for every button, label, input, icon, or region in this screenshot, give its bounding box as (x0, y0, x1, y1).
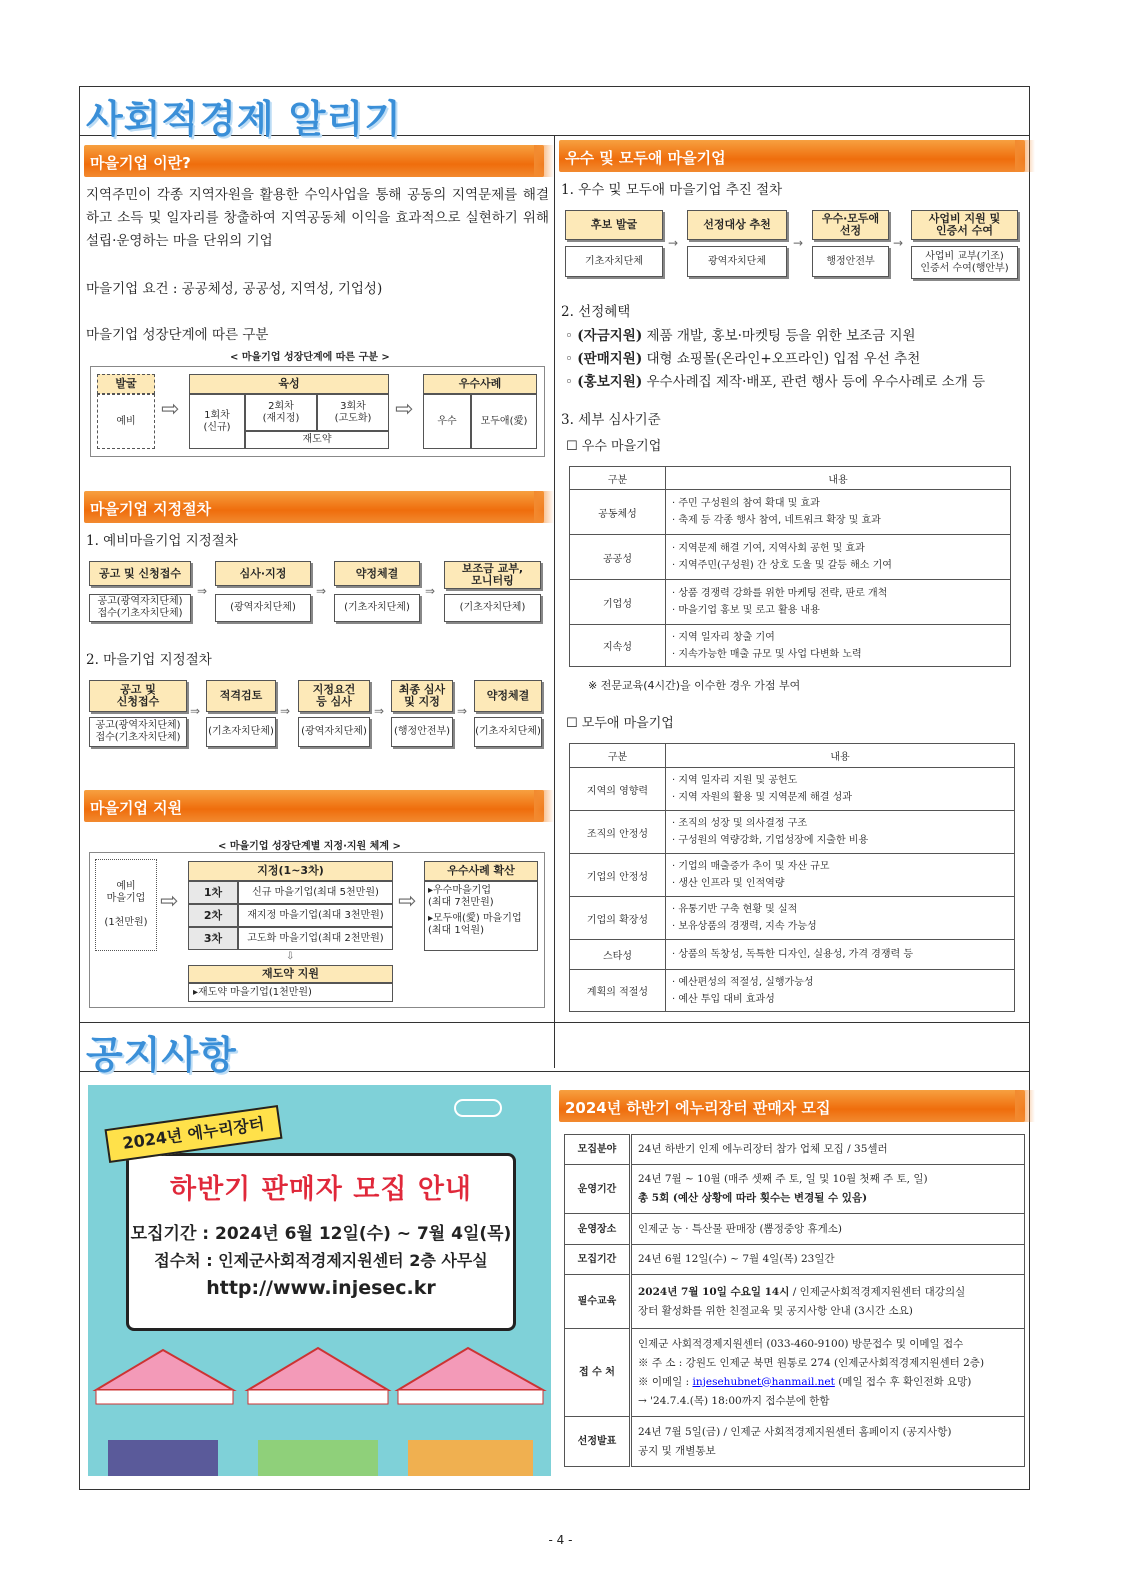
arrow-icon: ⇒ (457, 704, 468, 718)
criteria-value: · 지역문제 해결 기여, 지역사회 공헌 및 효과 · 지역주민(구성원) 간 상호 도울 및 갈등 해소 기여 (666, 535, 1011, 580)
support-row-1-n: 1차 (188, 881, 238, 904)
criteria-key: 기업의 안정성 (570, 854, 666, 897)
poster-url: http://www.injesec.kr (206, 1277, 436, 1299)
criteria-key: 기업성 (570, 580, 666, 625)
arrow-icon: ⇒ (280, 704, 291, 718)
recruit-value: 인제군 농 · 특산물 판매장 (뽐정중앙 휴게소) (631, 1214, 1025, 1245)
recruit-value: 2024년 7월 10일 수요일 14시 / 인제군사회적경제지원센터 대강의실 장터 활성화를 위한 친절교육 및 공지사항 안내 (3시간 소요) (631, 1275, 1025, 1329)
definition-text: 지역주민이 각종 지역자원을 활용한 수익사업을 통해 공동의 지역문제를 해결하고 소득 및 일자리를 창출하여 지역공동체 이익을 효과적으로 실현하기 위해 설립·운영하는 마을 단위의 기업 (86, 187, 549, 249)
ex-step-2-sub: 광역자치단체 (687, 246, 787, 277)
recruit-key: 필수교육 (565, 1275, 631, 1329)
stage-grow: 육성 (189, 374, 389, 394)
recruit-key: 모집분야 (565, 1135, 631, 1165)
col-header: 구분 (570, 467, 666, 490)
main-step-4: 최종 심사 및 지정 (391, 680, 453, 712)
arrow-icon: ⇒ (197, 584, 208, 598)
pre-step-1: 공고 및 신청접수 (89, 561, 191, 586)
criteria-value: · 유통기반 구축 현황 및 실적 · 보유상품의 경쟁력, 지속 가능성 (666, 897, 1015, 940)
banner-what-is: 마을기업 이란? (84, 145, 544, 177)
excellent-criteria-table (569, 466, 1011, 667)
arrow-icon: ⇨ (395, 397, 414, 422)
support-row-3: 고도화 마을기업(최대 2천만원) (238, 927, 393, 950)
pre-step-3: 약정체결 (334, 561, 420, 586)
stage-grow-1: 1회차 (신규) (189, 394, 245, 449)
benefit-1: ◦ (자금지원) 제품 개발, 홍보·마켓팅 등을 위한 보조금 지원 (565, 328, 916, 344)
criteria-value: · 예산편성의 적절성, 실행가능성 · 예산 투입 대비 효과성 (666, 970, 1015, 1012)
pre-procedure-title: 1. 예비마을기업 지정절차 (86, 533, 238, 549)
criteria-key: 계획의 적절성 (570, 970, 666, 1012)
support-best-1: ▸우수마을기업 (최대 7천만원) (428, 885, 494, 908)
criteria-value: · 상품의 독창성, 독특한 디자인, 실용성, 가격 경쟁력 등 (666, 940, 1015, 970)
arrow-icon: → (893, 236, 904, 250)
ex-step-3: 우수·모두애 선정 (812, 210, 889, 240)
poster-period: 모집기간 : 2024년 6월 12일(수) ~ 7월 4일(목) (130, 1224, 512, 1244)
support-redo-item: ▸재도약 마을기업(1천만원) (188, 983, 393, 1002)
poster-tag: 2024년 에누리장터 (104, 1105, 282, 1163)
criteria-key: 공공성 (570, 535, 666, 580)
recruit-key: 선정발표 (565, 1417, 631, 1467)
ex-step-4-sub: 사업비 교부(기조) 인증서 수여(행안부) (911, 246, 1018, 279)
criteria-value: · 지역 일자리 지원 및 공헌도 · 지역 자원의 활용 및 지역문제 해결 성과 (666, 768, 1015, 811)
col-header: 구분 (570, 744, 666, 768)
support-caption: < 마을기업 성장단계별 지정·지원 체계 > (218, 841, 401, 852)
banner-recruit: 2024년 하반기 에누리장터 판매자 모집 (559, 1090, 1025, 1122)
recruit-key: 접 수 처 (565, 1329, 631, 1417)
criteria-value: · 지역 일자리 창출 기여 · 지속가능한 매출 규모 및 사업 다변화 노력 (666, 625, 1011, 667)
criteria-value: · 주민 구성원의 참여 확대 및 효과 · 축제 등 각종 행사 참여, 네트워크 확장 및 효과 (666, 490, 1011, 535)
col-header: 내용 (666, 467, 1011, 490)
col-header: 내용 (666, 744, 1015, 768)
section-title-social-economy: 사회적경제 알리기 (86, 97, 402, 141)
criteria-key: 스타성 (570, 940, 666, 970)
poster-headline: 하반기 판매자 모집 안내 (169, 1174, 473, 1205)
recruit-value: 24년 6월 12일(수) ~ 7월 4일(목) 23일간 (631, 1245, 1025, 1275)
recruit-value: 인제군 사회적경제지원센터 (033-460-9100) 방문접수 및 이메일 접수 ※ 주 소 : 강원도 인제군 북면 원통로 274 (인제군사회적경제지원센터 2층) ※ 이메일 : injesehubnet@hanmail.net (메일 접수 후 확인전화 요망) → '24.7.4.(목) 18:00까지 접수분에 한함 (631, 1329, 1025, 1417)
arrow-icon: → (793, 236, 804, 250)
arrow-icon: ⇨ (160, 889, 179, 914)
excellent-p2-title: 2. 선정혜택 (561, 304, 631, 320)
criteria-key: 조직의 안정성 (570, 811, 666, 854)
support-diagram (89, 852, 545, 1008)
section-title-notice: 공지사항 (86, 1033, 237, 1077)
arrow-icon: → (668, 236, 679, 250)
main-step-2: 적격검토 (206, 680, 276, 712)
benefit-2: ◦ (판매지원) 대형 쇼핑몰(온라인+오프라인) 입점 우선 추천 (565, 351, 921, 367)
ex-step-2: 선정대상 추천 (687, 210, 787, 240)
pre-step-4: 보조금 교부, 모니터링 (444, 561, 541, 589)
arrow-icon: ⇒ (190, 704, 201, 718)
stage-grow-2: 2회차 (재지정) (245, 394, 317, 431)
support-best-box (424, 881, 538, 951)
arrow-icon: ⇒ (316, 584, 327, 598)
main-step-2-sub: (기초자치단체) (206, 717, 276, 747)
recruit-value: 24년 7월 5일(금) / 인제군 사회적경제지원센터 홈페이지 (공지사항) 공지 및 개별통보 (631, 1417, 1025, 1467)
criteria-key: 공동체성 (570, 490, 666, 535)
ex-step-1: 후보 발굴 (565, 210, 663, 240)
support-row-2-n: 2차 (188, 904, 238, 927)
criteria-value: · 조직의 성장 및 의사결정 구조 · 구성원의 역량강화, 기업성장에 지출한 비용 (666, 811, 1015, 854)
pre-step-2-sub: (광역자치단체) (215, 594, 311, 622)
recruit-key: 운영장소 (565, 1214, 631, 1245)
arrow-icon: ⇨ (398, 889, 417, 914)
ex-step-3-sub: 행정안전부 (812, 246, 889, 277)
table1-note: ※ 전문교육(4시간)을 이수한 경우 가점 부여 (588, 679, 801, 692)
support-pre: 예비 마을기업 (1천만원) (95, 859, 157, 951)
support-row-3-n: 3차 (188, 927, 238, 950)
criteria-value: · 기업의 매출증가 추이 및 자산 규모 · 생산 인프라 및 인적역량 (666, 854, 1015, 897)
arrow-icon: ⇩ (286, 951, 295, 962)
stage-discover: 발굴 (97, 374, 155, 394)
requirements-text: 마을기업 요건 : 공공체성, 공공성, 지역성, 기업성) (86, 281, 383, 297)
main-step-1: 공고 및 신청접수 (89, 680, 187, 712)
email-link[interactable]: injesehubnet@hanmail.net (692, 1375, 835, 1388)
table2-title: ☐ 모두애 마을기업 (566, 716, 674, 731)
cloud-icon (454, 1099, 502, 1117)
pre-step-1-sub: 공고(광역자치단체) 접수(기초자치단체) (89, 594, 191, 622)
support-row-1: 신규 마을기업(최대 5천만원) (238, 881, 393, 904)
column-divider (554, 135, 555, 1068)
stage-best-1: 우수 (423, 394, 471, 449)
pre-step-3-sub: (기초자치단체) (334, 594, 420, 622)
recruit-poster (88, 1085, 551, 1476)
benefit-3: ◦ (홍보지원) 우수사례집 제작·배포, 관련 행사 등에 우수사례로 소개 등 (565, 374, 986, 390)
recruit-key: 운영기간 (565, 1165, 631, 1214)
ex-step-4: 사업비 지원 및 인증서 수여 (911, 210, 1018, 240)
table1-title: ☐ 우수 마을기업 (566, 439, 662, 454)
ex-step-1-sub: 기초자치단체 (565, 246, 663, 277)
pre-step-2: 심사·지정 (215, 561, 311, 586)
support-row-2: 재지정 마을기업(최대 3천만원) (238, 904, 393, 927)
stage-diagram (90, 366, 545, 457)
divider (80, 1022, 1029, 1023)
support-redo-title: 재도약 지원 (188, 965, 393, 983)
main-procedure-title: 2. 마을기업 지정절차 (86, 652, 212, 668)
page-number: - 4 - (548, 1533, 573, 1547)
stage-discover-sub: 예비 (97, 394, 155, 449)
tent-illustration (88, 1340, 551, 1476)
criteria-key: 기업의 확장성 (570, 897, 666, 940)
criteria-value: · 상품 경쟁력 강화를 위한 마케팅 전략, 판로 개척 · 마을기업 홍보 및 로고 활용 내용 (666, 580, 1011, 625)
support-designate: 지정(1~3차) (188, 861, 393, 881)
excellent-p3-title: 3. 세부 심사기준 (561, 412, 661, 428)
stage-best-2: 모두애(愛) (471, 394, 537, 449)
support-best-title: 우수사례 확산 (424, 861, 538, 881)
stage-best: 우수사례 (423, 374, 537, 394)
pre-step-4-sub: (기초자치단체) (444, 594, 541, 622)
banner-excellent: 우수 및 모두애 마을기업 (559, 140, 1025, 172)
main-step-5: 약정체결 (474, 680, 542, 712)
banner-procedure: 마을기업 지정절차 (84, 491, 544, 523)
recruit-value: 24년 7월 ~ 10월 (매주 셋째 주 토, 일 및 10월 첫째 주 토, 일) 총 5회 (예산 상황에 따라 횟수는 변경될 수 있음) (631, 1165, 1025, 1214)
arrow-icon: ⇒ (425, 584, 436, 598)
arrow-icon: ⇨ (161, 397, 180, 422)
stage-caption: < 마을기업 성장단계에 따른 구분 > (230, 352, 390, 363)
recruit-key: 모집기간 (565, 1245, 631, 1275)
arrow-icon: ⇒ (374, 704, 385, 718)
criteria-key: 지속성 (570, 625, 666, 667)
excellent-p1-title: 1. 우수 및 모두애 마을기업 추진 절차 (561, 182, 783, 198)
poster-place: 접수처 : 인제군사회적경제지원센터 2층 사무실 (154, 1251, 488, 1270)
stage-redo: 재도약 (245, 431, 389, 449)
main-step-4-sub: (행정안전부) (391, 717, 453, 747)
main-step-3-sub: (광역자치단체) (298, 717, 370, 747)
stage-grow-3: 3회차 (고도화) (317, 394, 389, 431)
main-step-1-sub: 공고(광역자치단체) 접수(기초자치단체) (89, 717, 187, 747)
support-best-2: ▸모두애(愛) 마을기업 (최대 1억원) (428, 913, 522, 936)
recruit-table (564, 1134, 1025, 1467)
main-step-3: 지정요건 등 심사 (298, 680, 370, 712)
recruit-value: 24년 하반기 인제 에누리장터 참가 업체 모집 / 35셀러 (631, 1135, 1025, 1165)
main-step-5-sub: (기초자치단체) (474, 717, 542, 747)
criteria-key: 지역의 영향력 (570, 768, 666, 811)
stage-intro: 마을기업 성장단계에 따른 구분 (86, 327, 269, 343)
banner-support: 마을기업 지원 (84, 790, 544, 822)
modoo-criteria-table (569, 743, 1015, 1012)
